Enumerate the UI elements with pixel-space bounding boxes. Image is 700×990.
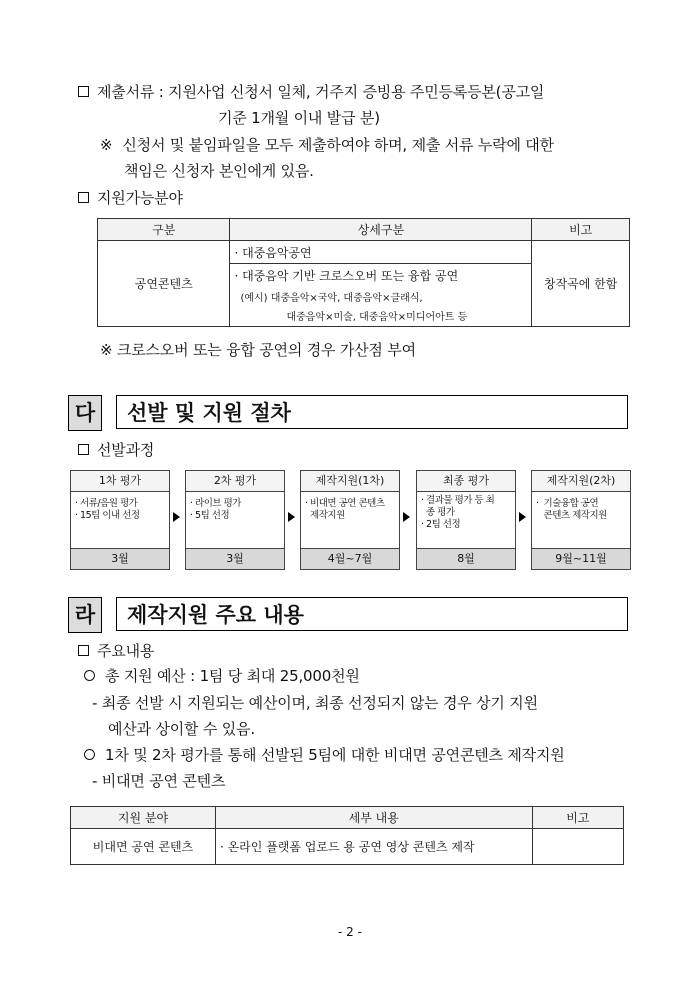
fields-table-header-remark: 비고 <box>532 219 630 241</box>
support-table-header-remark: 비고 <box>532 807 623 829</box>
section-ra-title: 제작지원 주요 내용 <box>116 597 628 631</box>
step-title: 제작지원(2차) <box>532 471 630 492</box>
step-body-line: · 2팀 선정 <box>421 519 461 530</box>
fields-table-detail-2: · 대중음악 기반 크로스오버 또는 융합 공연 <box>234 269 459 283</box>
arrow-right-icon <box>288 512 295 522</box>
main-heading-text: 주요내용 <box>97 642 155 660</box>
submission-label: 제출서류 <box>97 83 155 101</box>
fields-table-example-1: (예시) 대중음악×국악, 대중음악×클래식, <box>240 293 423 304</box>
arrow-right-icon <box>173 512 180 522</box>
step-body <box>301 492 399 548</box>
submission-note-line-1 <box>100 135 554 155</box>
fields-heading <box>78 188 183 208</box>
submission-note-text-1: 신청서 및 붙임파일을 모두 제출하여야 하며, 제출 서류 누락에 대한 <box>122 136 554 154</box>
fields-table-remark: 창작곡에 한함 <box>532 241 630 327</box>
support-table-field: 비대면 공연 콘텐츠 <box>71 829 216 865</box>
step-title: 최종 평가 <box>417 471 515 492</box>
submission-text-2: 기준 1개월 이내 발급 분) <box>218 109 380 127</box>
step-body-line: · 결과물 평가 등 최 <box>421 495 495 506</box>
note-mark: ※ <box>100 136 113 154</box>
step-body <box>532 492 630 548</box>
step-month: 3월 <box>186 548 284 569</box>
fields-table-detail-2-cell <box>230 264 532 327</box>
step-month: 4월~7월 <box>301 548 399 569</box>
step-body-line: · 라이브 평가 <box>190 498 241 509</box>
submission-colon: : <box>154 83 169 101</box>
fields-table-header-category: 구분 <box>98 219 230 241</box>
step-month: 9월~11월 <box>532 548 630 569</box>
section-da-title: 선발 및 지원 절차 <box>116 395 628 429</box>
step-body-line: 종 평가 <box>421 507 455 518</box>
support-table-detail: · 온라인 플랫폼 업로드 용 공연 영상 콘텐츠 제작 <box>215 829 532 865</box>
step-title: 2차 평가 <box>186 471 284 492</box>
support-table-remark <box>532 829 623 865</box>
circle-bullet-icon <box>84 749 95 760</box>
step-body-line: 제작지원 <box>305 510 345 521</box>
page-number: - 2 - <box>338 925 362 939</box>
process-step-2 <box>185 470 285 570</box>
main-heading <box>78 641 154 661</box>
step-body-line: · 15팀 이내 선정 <box>75 510 140 521</box>
fields-note: ※ 크로스오버 또는 융합 공연의 경우 가산점 부여 <box>100 341 416 359</box>
main-item-1 <box>84 666 360 686</box>
fields-table-example-2: 대중음악×미술, 대중음악×미디어아트 등 <box>286 312 468 323</box>
fields-table-header-detail: 상세구분 <box>230 219 532 241</box>
support-table <box>70 806 624 865</box>
main-item-2-text: 1차 및 2차 평가를 통해 선발된 5팀에 대한 비대면 공연콘텐츠 제작지원 <box>105 746 565 764</box>
step-body-line: · 기술융합 공연 <box>536 498 599 509</box>
selection-heading-text: 선발과정 <box>97 441 155 459</box>
main-item-1-text: 총 지원 예산 : 1팀 당 최대 25,000천원 <box>105 667 360 685</box>
circle-bullet-icon <box>84 670 95 681</box>
support-table-header-field: 지원 분야 <box>71 807 216 829</box>
step-month: 8월 <box>417 548 515 569</box>
submission-text-1: 지원사업 신청서 일체, 거주지 증빙용 주민등록등본(공고일 <box>168 83 545 101</box>
step-body-line: · 비대면 공연 콘텐츠 <box>305 498 385 509</box>
main-item-2 <box>84 745 565 765</box>
selection-heading <box>78 440 154 460</box>
step-body <box>417 492 515 548</box>
fields-table <box>97 218 630 327</box>
main-item-2-sub: - 비대면 공연 콘텐츠 <box>92 772 226 790</box>
process-step-5 <box>531 470 631 570</box>
step-month: 3월 <box>71 548 169 569</box>
main-item-1-sub-1: - 최종 선발 시 지원되는 예산이며, 최종 선정되지 않는 경우 상기 지원 <box>92 694 538 712</box>
process-step-1 <box>70 470 170 570</box>
submission-line-1 <box>78 82 544 102</box>
step-body <box>71 492 169 548</box>
checkbox-square-icon <box>78 192 89 203</box>
checkbox-square-icon <box>78 645 89 656</box>
fields-heading-text: 지원가능분야 <box>97 189 183 207</box>
process-step-4 <box>416 470 516 570</box>
fields-table-detail-1: · 대중음악공연 <box>230 241 532 264</box>
step-body <box>186 492 284 548</box>
step-body-line: · 5팀 선정 <box>190 510 230 521</box>
support-table-header-detail: 세부 내용 <box>215 807 532 829</box>
main-item-1-sub-2: 예산과 상이할 수 있음. <box>108 720 255 738</box>
process-step-3 <box>300 470 400 570</box>
checkbox-square-icon <box>78 444 89 455</box>
step-body-line: 콘텐츠 제작지원 <box>536 510 607 521</box>
checkbox-square-icon <box>78 86 89 97</box>
section-ra-letter: 라 <box>68 597 102 633</box>
step-title: 1차 평가 <box>71 471 169 492</box>
step-title: 제작지원(1차) <box>301 471 399 492</box>
step-body-line: · 서류/음원 평가 <box>75 498 138 509</box>
fields-table-category: 공연콘텐츠 <box>98 241 230 327</box>
section-da-letter: 다 <box>68 395 102 431</box>
submission-note-line-2: 책임은 신청자 본인에게 있음. <box>124 162 314 180</box>
arrow-right-icon <box>403 512 410 522</box>
arrow-right-icon <box>519 512 526 522</box>
